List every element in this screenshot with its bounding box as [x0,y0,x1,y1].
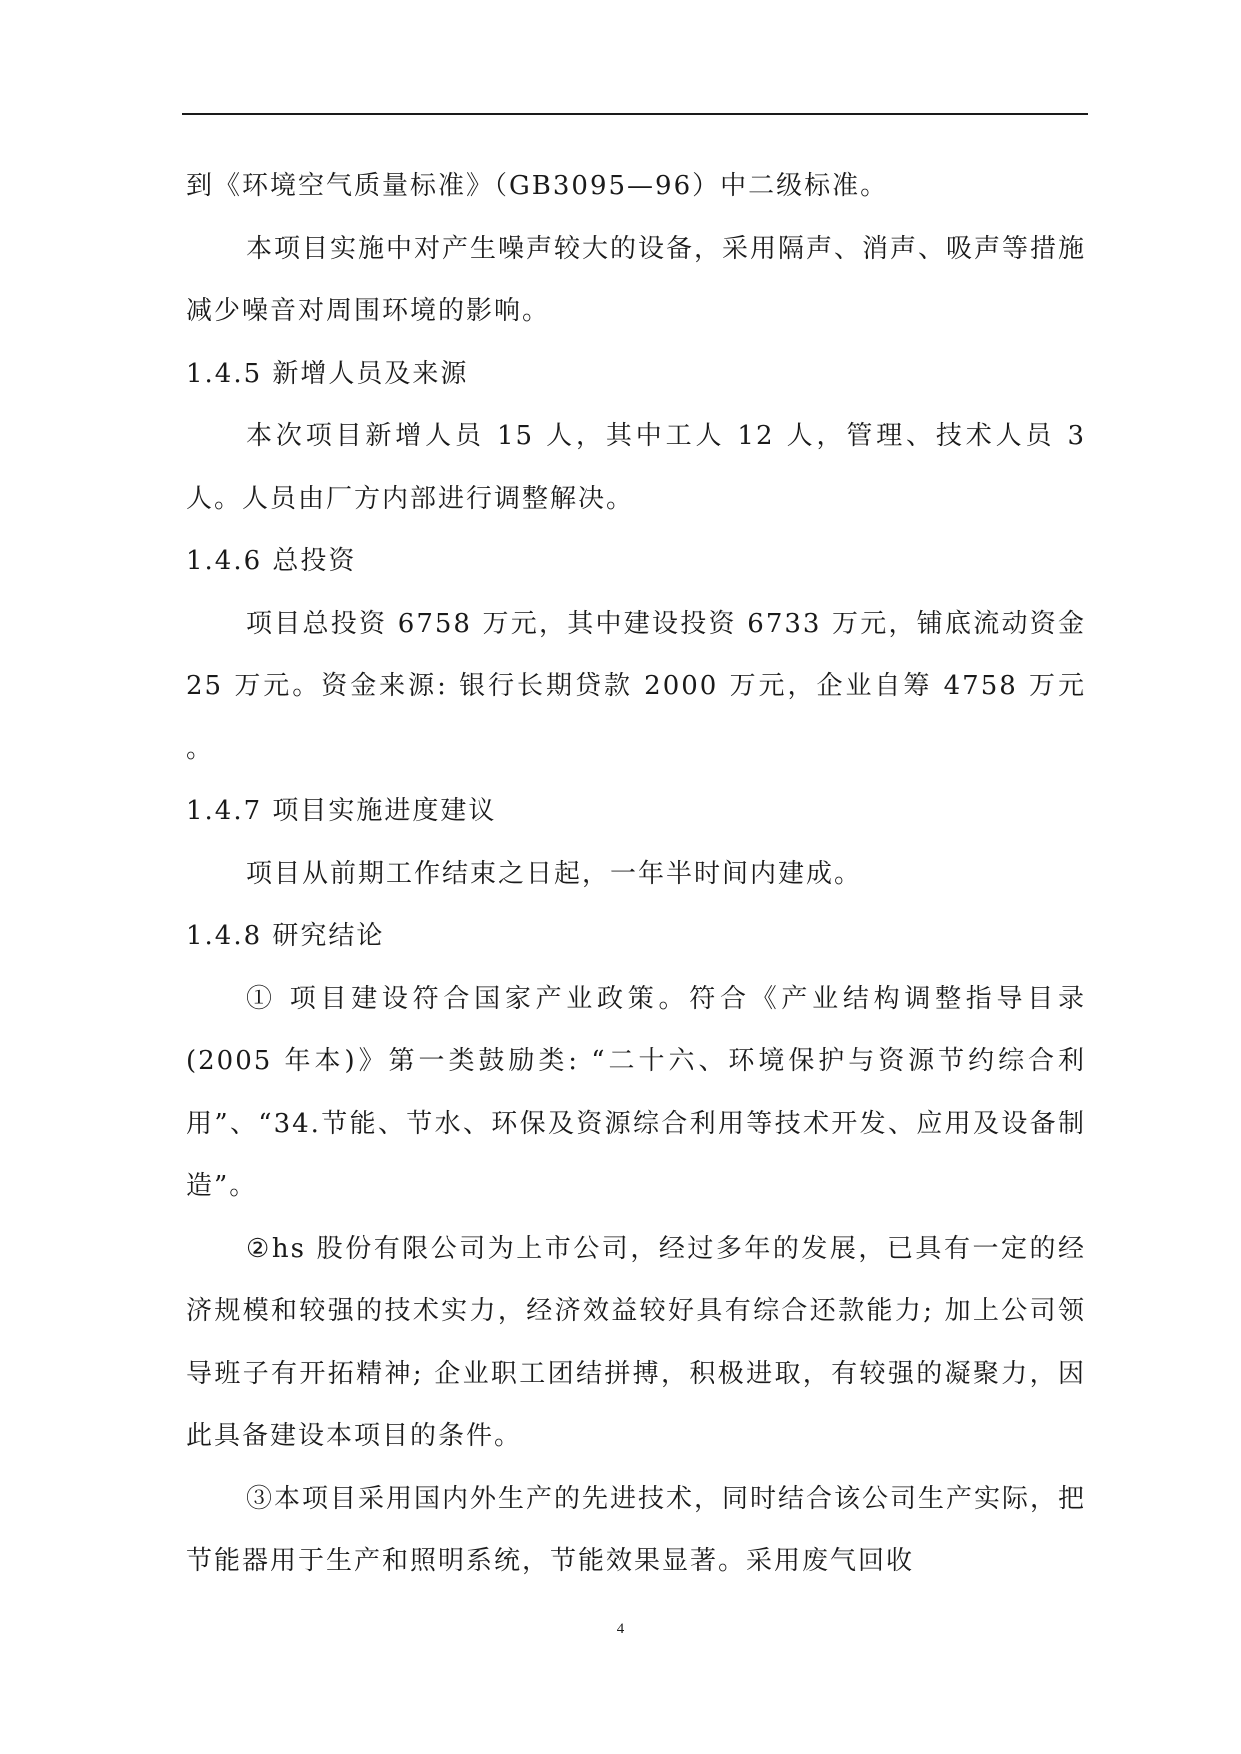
section-heading: 1.4.8 研究结论 [186,921,385,951]
section-heading: 1.4.7 项目实施进度建议 [186,796,497,826]
page-number: 4 [616,1621,625,1637]
paragraph: 项目总投资 6758 万元，其中建设投资 6733 万元，铺底流动资金 25 万元。资金来源: 银行长期贷款 2000 万元，企业自筹 4758 万元 。 [186,608,1086,764]
paragraph: 本次项目新增人员 15 人，其中工人 12 人，管理、技术人员 3 人。人员由厂方内部进行调整解决。 [186,421,1086,514]
paragraph: ②hs 股份有限公司为上市公司，经过多年的发展，已具有一定的经济规模和较强的技术实力，经济效益较好具有综合还款能力; 加上公司领导班子有开拓精神; 企业职工团结拼搏，积极进取，有较强的凝聚力，因此具备建设本项目的条件。 [186,1233,1086,1451]
document-body [186,155,1086,1593]
paragraph: 到《环境空气质量标准》（GB3095—96）中二级标准。 [186,171,889,201]
paragraph: 本项目实施中对产生噪声较大的设备，采用隔声、消声、吸声等措施减少噪音对周围环境的影响。 [186,233,1087,326]
paragraph: ① 项目建设符合国家产业政策。符合《产业结构调整指导目录(2005 年本)》第一类鼓励类: “二十六、环境保护与资源节约综合利用”、“34.节能、节水、环保及资源综合利用等技术开发、应用及设备制造”。 [186,983,1086,1201]
header-rule [182,113,1088,115]
paragraph: ③本项目采用国内外生产的先进技术，同时结合该公司生产实际，把节能器用于生产和照明系统，节能效果显著。采用废气回收 [186,1483,1087,1576]
section-heading: 1.4.6 总投资 [186,546,357,576]
section-heading: 1.4.5 新增人员及来源 [186,358,469,389]
paragraph: 项目从前期工作结束之日起，一年半时间内建成。 [246,858,863,889]
